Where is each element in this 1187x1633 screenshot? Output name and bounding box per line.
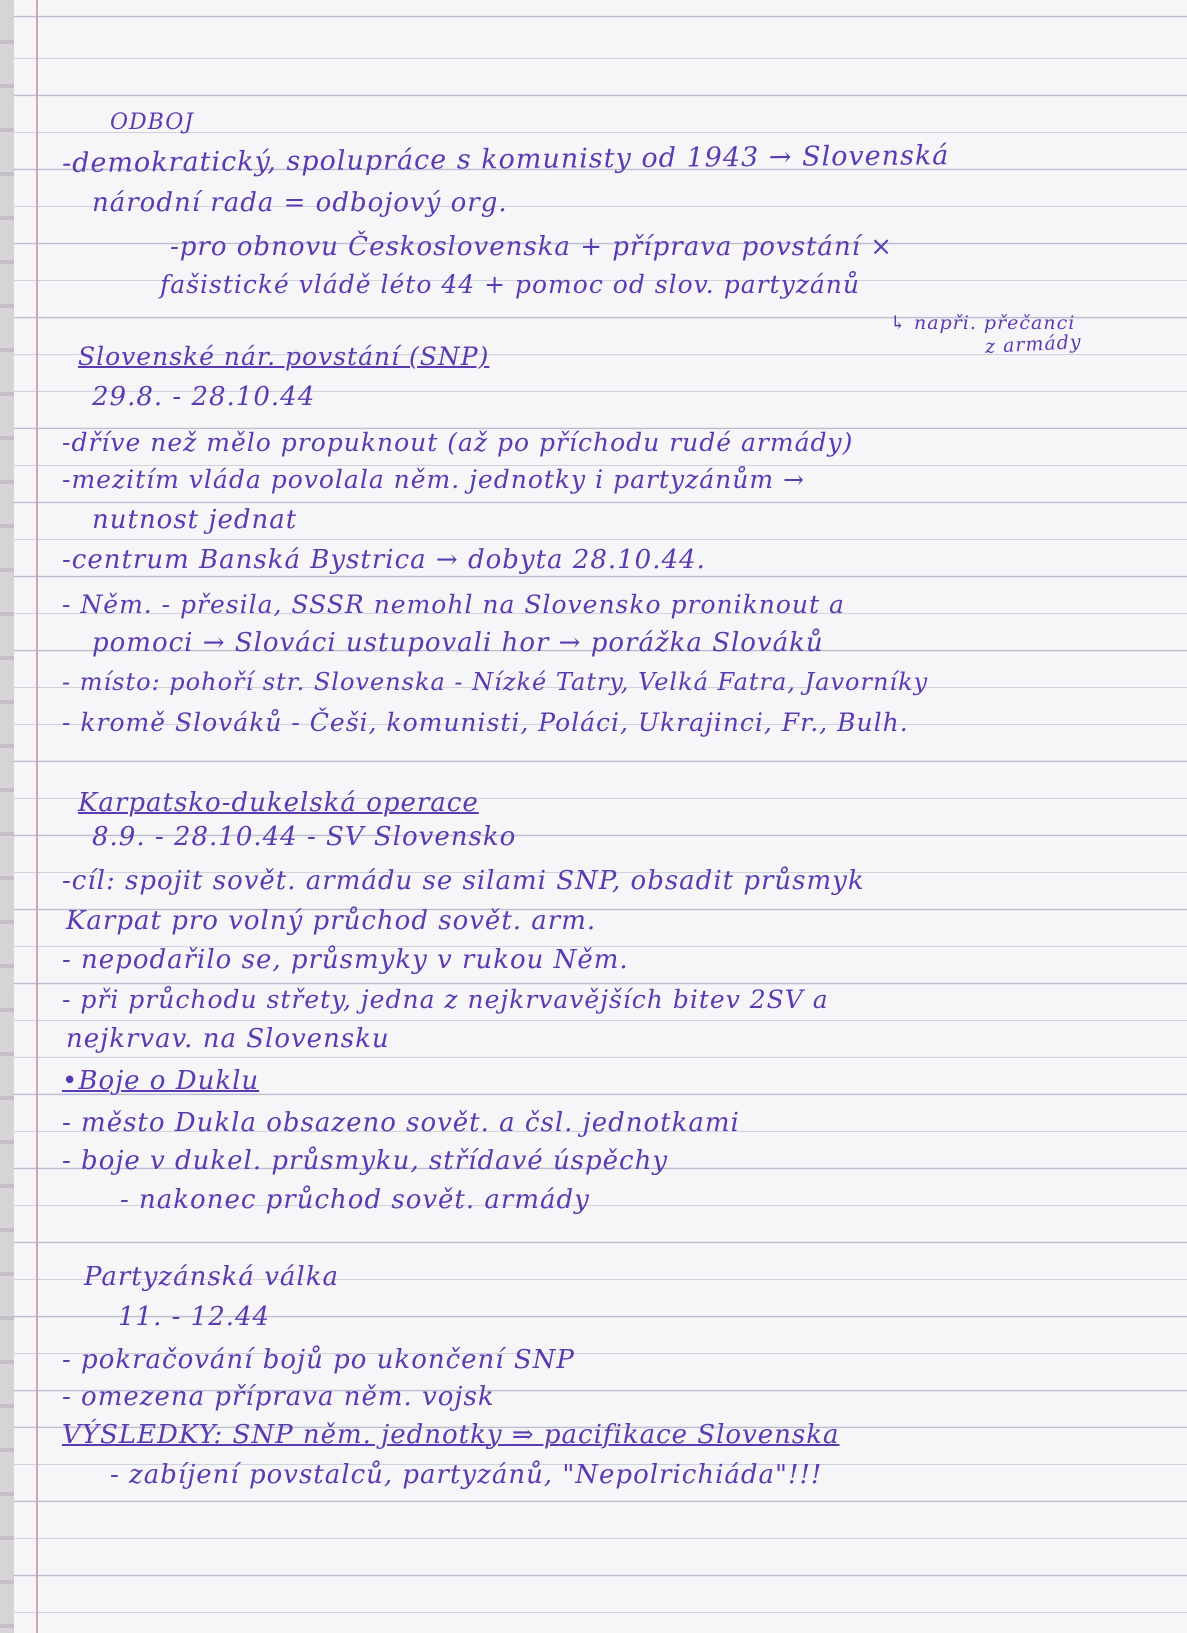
note-line: - boje v dukel. průsmyku, střídavé úspěchy <box>62 1146 669 1176</box>
note-line: -cíl: spojit sovět. armádu se silami SNP, obsadit průsmyk <box>62 866 865 896</box>
note-annotation: z armády <box>984 330 1083 358</box>
heading-karpatsko-dukelska: Karpatsko-dukelská operace <box>78 788 479 818</box>
note-line: - kromě Slováků - Češi, komunisti, Poláci, Ukrajinci, Fr., Bulh. <box>62 708 909 737</box>
note-line: 29.8. - 28.10.44 <box>92 382 316 412</box>
note-line: fašistické vládě léto 44 + pomoc od slov. partyzánů <box>160 270 860 299</box>
note-line: -centrum Banská Bystrica → dobyta 28.10.44. <box>62 545 706 575</box>
margin-line <box>36 0 38 1633</box>
heading-partyzanska-valka: Partyzánská válka <box>84 1262 339 1292</box>
note-line: - místo: pohoří str. Slovenska - Nízké Tatry, Velká Fatra, Javorníky <box>62 668 929 696</box>
note-line: -mezitím vláda povolala něm. jednotky i partyzánům → <box>62 465 805 494</box>
note-line: - zabíjení povstalců, partyzánů, "Nepolrichiáda"!!! <box>110 1460 823 1490</box>
note-line: - pokračování bojů po ukončení SNP <box>62 1345 575 1375</box>
note-annotation: ↳ napři. přečanci <box>890 312 1076 334</box>
heading-snp: Slovenské nár. povstání (SNP) <box>78 342 490 371</box>
note-line: -pro obnovu Československa + příprava povstání × <box>170 232 894 262</box>
note-line: nutnost jednat <box>92 505 298 535</box>
heading-vysledky: VÝSLEDKY: SNP něm. jednotky ⇒ pacifikace Slovenska <box>62 1420 840 1450</box>
note-line: - město Dukla obsazeno sovět. a čsl. jednotkami <box>62 1108 740 1138</box>
note-line: nejkrvav. na Slovensku <box>66 1024 390 1054</box>
note-line: -dříve než mělo propuknout (až po příchodu rudé armády) <box>62 428 854 457</box>
heading-odboj: ODBOJ <box>110 110 195 135</box>
note-line: - nepodařilo se, průsmyky v rukou Něm. <box>62 945 629 975</box>
note-line: národní rada = odbojový org. <box>92 188 508 218</box>
note-line: - omezena příprava něm. vojsk <box>62 1382 495 1412</box>
note-line: - při průchodu střety, jedna z nejkrvavějších bitev 2SV a <box>62 985 829 1014</box>
note-line: -demokratický, spolupráce s komunisty od 1943 → Slovenská <box>61 140 950 179</box>
note-line: - nakonec průchod sovět. armády <box>120 1185 590 1215</box>
spiral-binding <box>0 0 14 1633</box>
note-line: 8.9. - 28.10.44 - SV Slovensko <box>92 822 517 852</box>
note-line: 11. - 12.44 <box>118 1302 271 1332</box>
note-line: Karpat pro volný průchod sovět. arm. <box>66 906 597 936</box>
note-line: pomoci → Slováci ustupovali hor → porážka Slováků <box>92 628 824 658</box>
subheading-boje-o-duklu: •Boje o Duklu <box>62 1066 260 1096</box>
note-line: - Něm. - přesila, SSSR nemohl na Slovensko proniknout a <box>62 590 845 619</box>
